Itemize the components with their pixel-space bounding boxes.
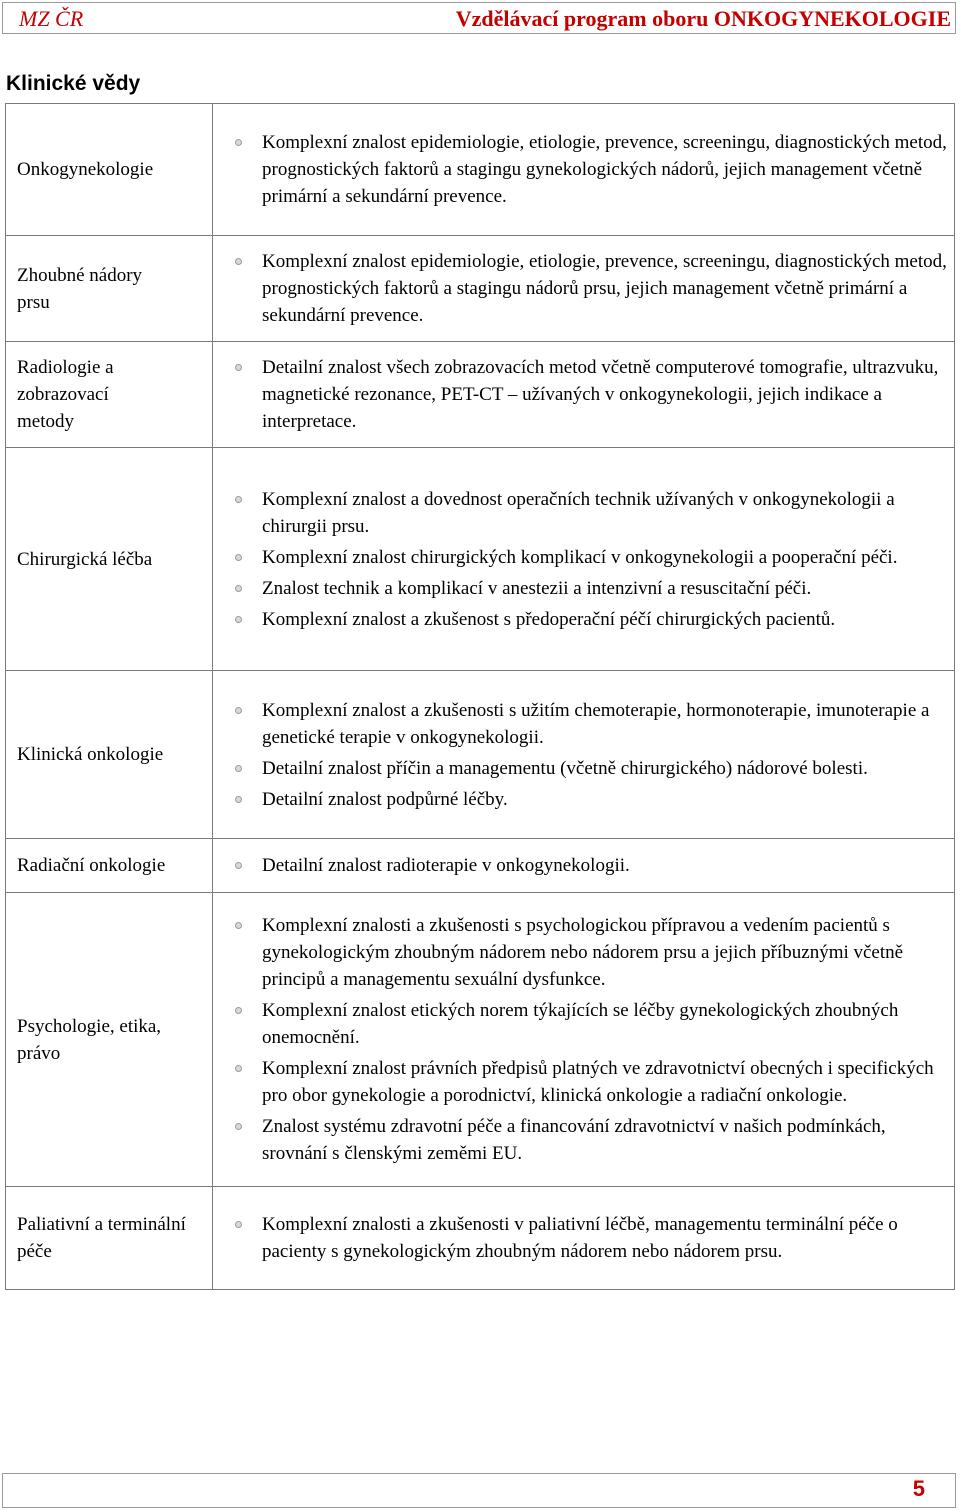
table-row [6, 671, 955, 839]
list-item [233, 1211, 954, 1265]
row-content [213, 839, 955, 893]
row-content [213, 893, 955, 1187]
knowledge-table [5, 103, 955, 1290]
item-list [233, 129, 954, 210]
page-header [2, 2, 956, 34]
list-item [233, 606, 954, 633]
list-item [233, 697, 954, 751]
row-label-text: Radiologie a zobrazovací metody [17, 357, 114, 432]
row-label-text: Onkogynekologie [17, 159, 154, 180]
table-row [6, 839, 955, 893]
item-text: Komplexní znalost etických norem týkajících se léčby gynekologických zhoubných onemocnění. [262, 1000, 899, 1048]
row-content [213, 1187, 955, 1290]
row-label [6, 342, 213, 448]
item-text: Detailní znalost radioterapie v onkogynekologii. [262, 855, 630, 876]
bullet-icon [235, 707, 242, 714]
list-item [233, 575, 954, 602]
page-footer [2, 1473, 956, 1508]
list-item [233, 486, 954, 540]
bullet-icon [235, 922, 242, 929]
row-label [6, 448, 213, 671]
item-list [233, 486, 954, 633]
row-label [6, 236, 213, 342]
row-label [6, 893, 213, 1187]
item-text: Komplexní znalost právních předpisů platných ve zdravotnictví obecných i specifických pro obor gynekologie a porodnictví, klinická onkologie a radiační onkologie. [262, 1058, 934, 1106]
row-label-text: Psychologie, etika, právo [17, 1015, 162, 1064]
row-label-text: Paliativní a terminální péče [17, 1214, 186, 1262]
list-item [233, 852, 954, 879]
header-ministry: MZ ČR [19, 6, 84, 31]
bullet-icon [235, 585, 242, 592]
row-label-text: Chirurgická léčba [17, 548, 153, 570]
row-content [213, 671, 955, 839]
row-label [6, 1187, 213, 1290]
list-item [233, 997, 954, 1051]
item-text: Znalost technik a komplikací v anestezii a intenzivní a resuscitační péči. [262, 577, 812, 599]
table-row [6, 1187, 955, 1290]
list-item [233, 129, 954, 210]
bullet-icon [235, 139, 242, 146]
table-row [6, 342, 955, 448]
item-text: Komplexní znalost chirurgických komplikací v onkogynekologii a pooperační péči. [262, 546, 898, 568]
item-text: Komplexní znalost epidemiologie, etiologie, prevence, screeningu, diagnostických metod, prognostických faktorů a stagingu nádorů prsu, jejich management včetně primární a sekundární prevence. [262, 251, 947, 326]
bullet-icon [235, 496, 242, 503]
list-item [233, 1055, 954, 1109]
row-label [6, 839, 213, 893]
table-row [6, 893, 955, 1187]
item-text: Komplexní znalosti a zkušenosti s psychologickou přípravou a vedením pacientů s gynekologickým zhoubným nádorem nebo nádorem prsu a jejich příbuznými včetně principů a managementu sexuální dysfunkce. [262, 915, 904, 990]
bullet-icon [235, 765, 242, 772]
bullet-icon [235, 1065, 242, 1072]
row-label-text: Radiační onkologie [17, 855, 166, 876]
list-item [233, 354, 954, 435]
bullet-icon [235, 554, 242, 561]
item-list [233, 697, 954, 813]
row-label [6, 671, 213, 839]
list-item [233, 786, 954, 813]
row-label [6, 104, 213, 236]
list-item [233, 1113, 954, 1167]
row-content [213, 342, 955, 448]
list-item [233, 912, 954, 993]
bullet-icon [235, 1221, 242, 1228]
bullet-icon [235, 862, 242, 869]
row-label-text: Zhoubné nádory prsu [17, 264, 143, 313]
item-text: Komplexní znalost a zkušenost s předoperační péčí chirurgických pacientů. [262, 608, 836, 630]
item-text: Komplexní znalosti a zkušenosti v paliativní léčbě, managementu terminální péče o pacienty s gynekologickým zhoubným nádorem nebo nádorem prsu. [262, 1214, 898, 1262]
bullet-icon [235, 1123, 242, 1130]
list-item [233, 248, 954, 329]
header-program-title: Vzdělávací program oboru ONKOGYNEKOLOGIE [455, 6, 951, 31]
table-row [6, 448, 955, 671]
item-text: Komplexní znalost a zkušenosti s užitím chemoterapie, hormonoterapie, imunoterapie a genetické terapie v onkogynekologii. [262, 699, 930, 748]
row-content [213, 448, 955, 671]
row-content [213, 236, 955, 342]
bullet-icon [235, 1007, 242, 1014]
item-text: Komplexní znalost a dovednost operačních technik užívaných v onkogynekologii a chirurgii prsu. [262, 488, 895, 537]
item-text: Znalost systému zdravotní péče a financování zdravotnictví v našich podmínkách, srovnání s členskými zeměmi EU. [262, 1116, 886, 1164]
item-text: Komplexní znalost epidemiologie, etiologie, prevence, screeningu, diagnostických metod, prognostických faktorů a stagingu gynekologických nádorů, jejich management včetně primární a sekundární prevence. [262, 132, 947, 207]
table-row [6, 236, 955, 342]
item-text: Detailní znalost příčin a managementu (včetně chirurgického) nádorové bolesti. [262, 757, 868, 779]
item-text: Detailní znalost všech zobrazovacích metod včetně computerové tomografie, ultrazvuku, magnetické rezonance, PET-CT – užívaných v onkogynekologii, jejich indikace a interpretace. [262, 357, 939, 432]
bullet-icon [235, 364, 242, 371]
item-list [233, 912, 954, 1167]
section-title: Klinické vědy [6, 72, 141, 95]
list-item [233, 755, 954, 782]
bullet-icon [235, 616, 242, 623]
row-label-text: Klinická onkologie [17, 744, 164, 765]
item-list [233, 354, 954, 435]
row-content [213, 104, 955, 236]
page-number: 5 [912, 1476, 925, 1501]
list-item [233, 544, 954, 571]
item-list [233, 248, 954, 329]
table-row [6, 104, 955, 236]
item-text: Detailní znalost podpůrné léčby. [262, 788, 508, 810]
bullet-icon [235, 258, 242, 265]
item-list [233, 1211, 954, 1265]
bullet-icon [235, 796, 242, 803]
item-list [233, 852, 954, 879]
